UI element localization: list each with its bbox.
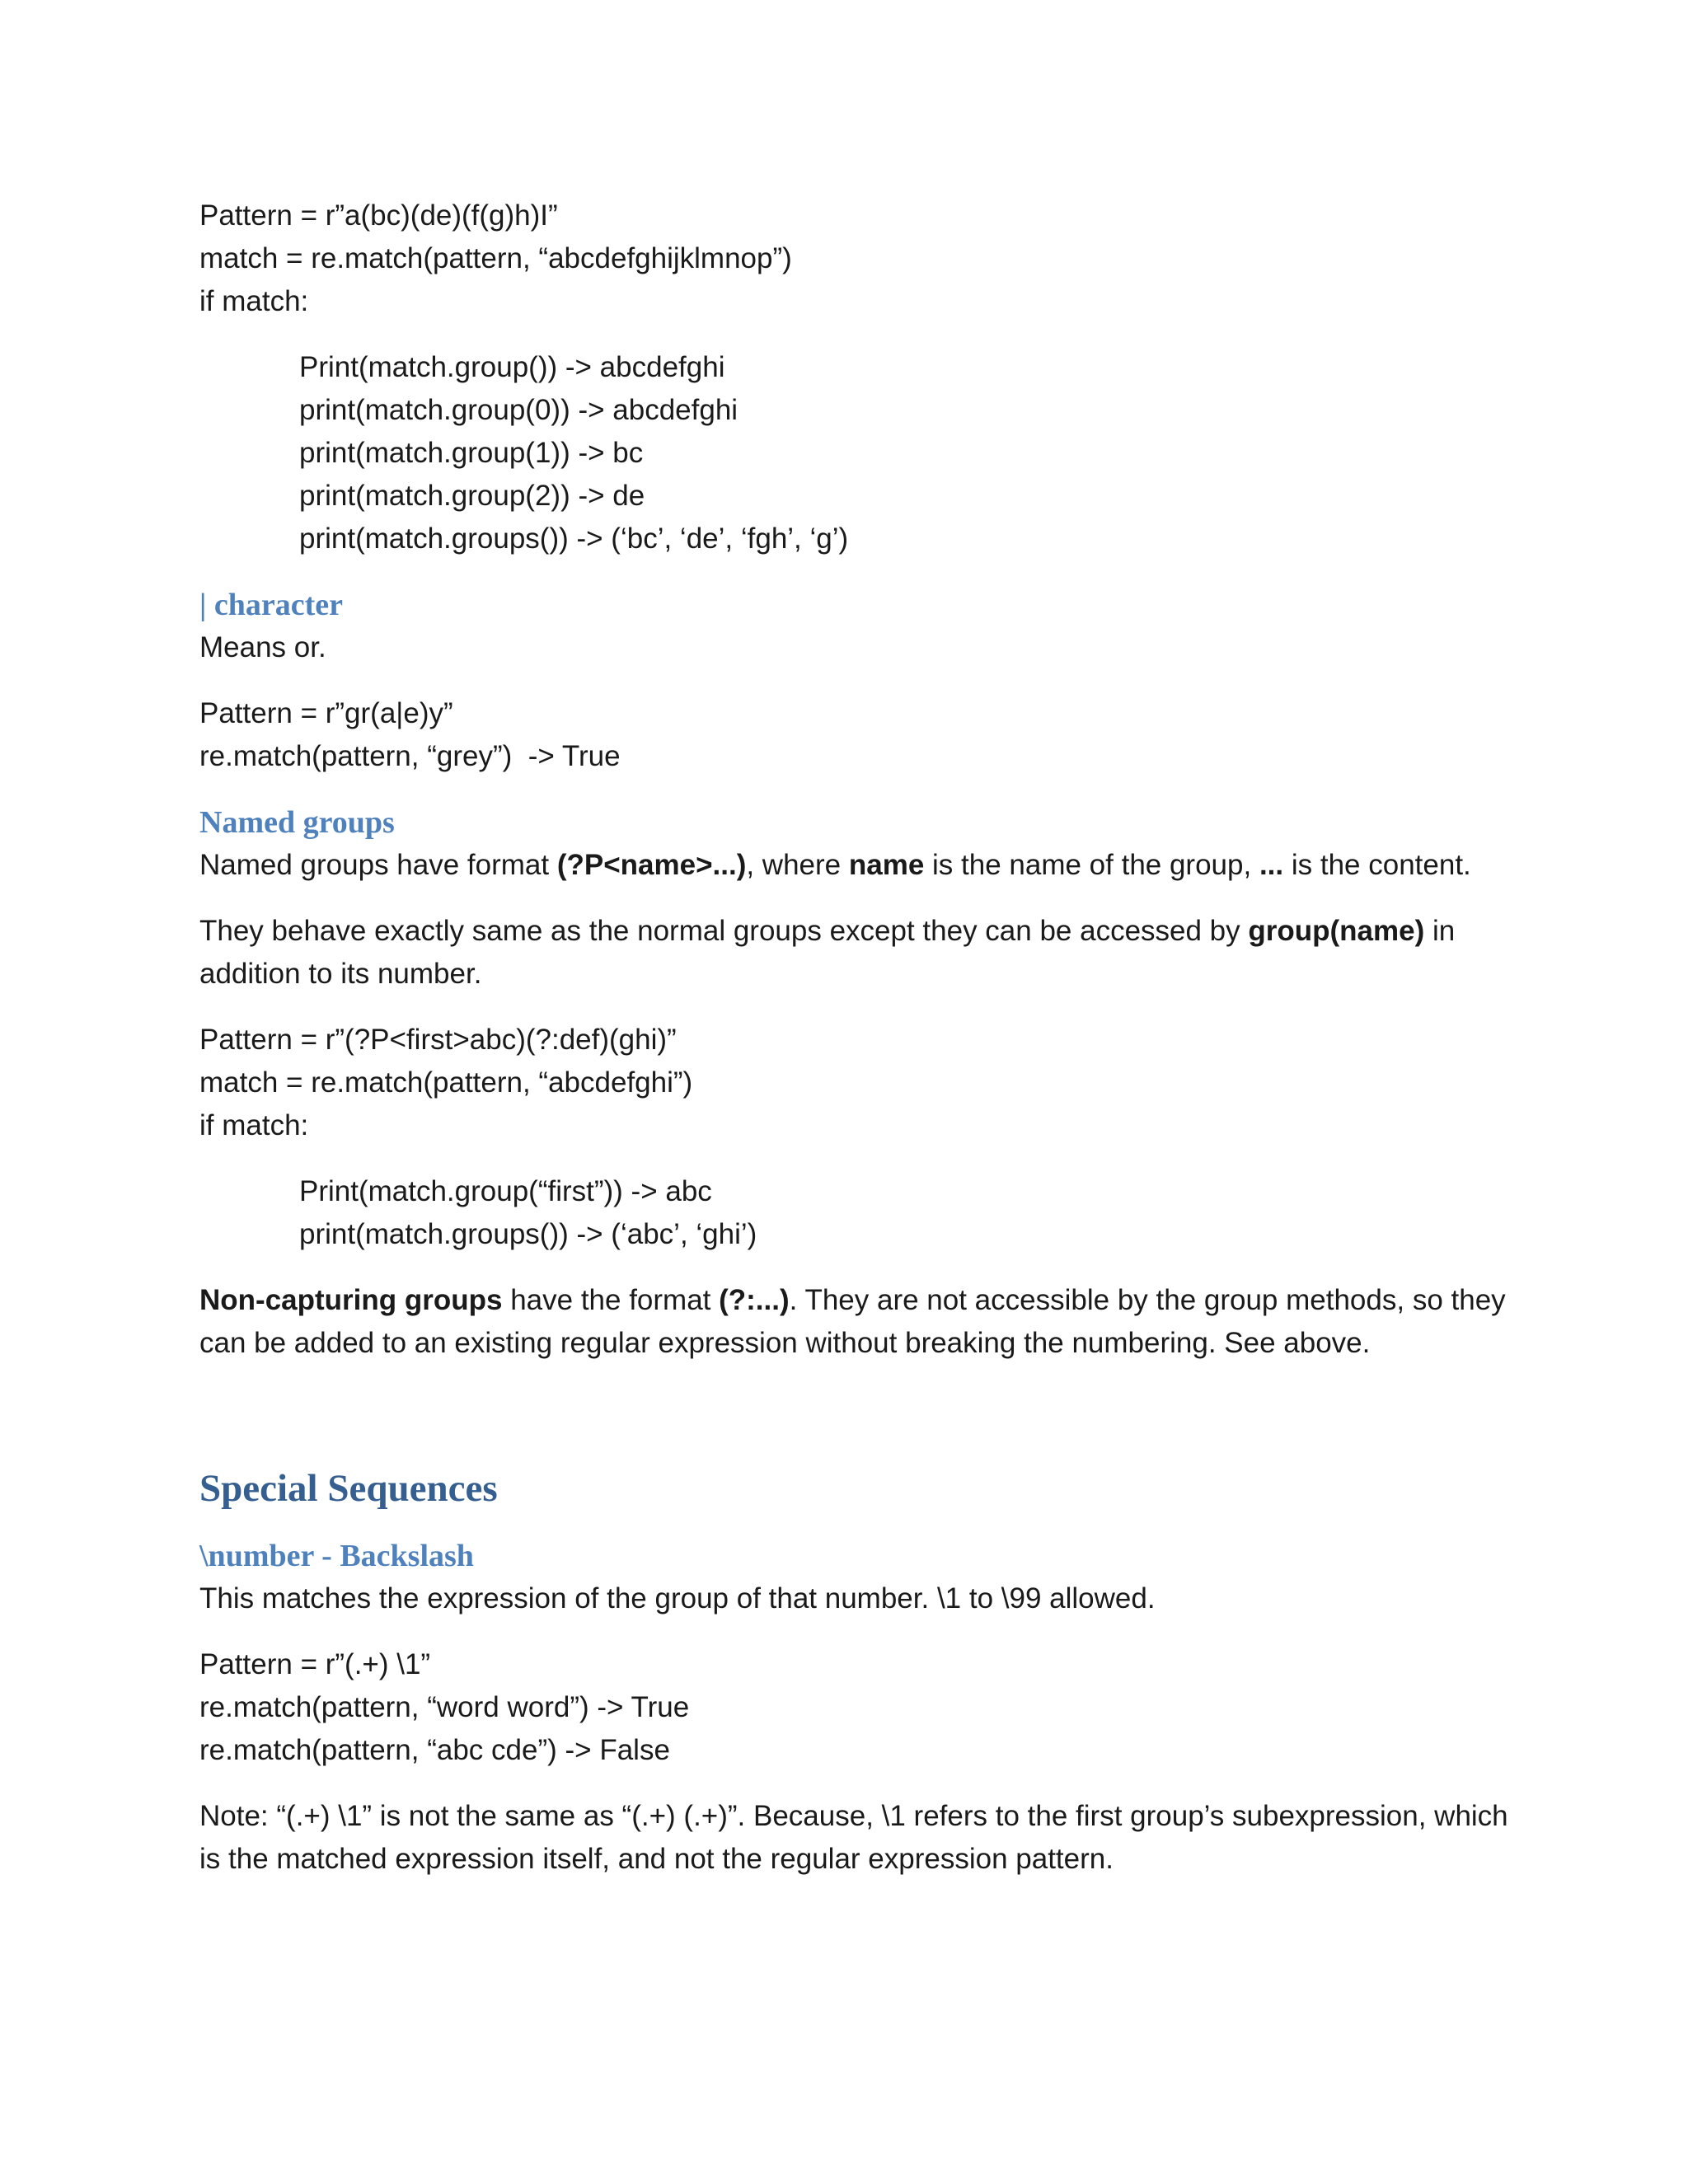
code-line: match = re.match(pattern, “abcdefghijklmnop”)	[199, 242, 792, 274]
code-line: if match:	[199, 285, 309, 317]
non-capturing-paragraph: Non-capturing groups have the format (?:...). They are not accessible by the group methods, so they can be added to an existing regular expression without breaking the numbering. See above.	[199, 1284, 1506, 1359]
document-page	[199, 194, 1518, 1881]
note-paragraph: Note: “(.+) \1” is not the same as “(.+) (.+)”. Because, \1 refers to the first group’s subexpression, which is the matched expression itself, and not the regular expression pattern.	[199, 1800, 1508, 1875]
code-line: re.match(pattern, “grey”) -> True	[199, 740, 621, 772]
code-line-indented: print(match.group(2)) -> de	[299, 480, 645, 512]
code-line-indented: print(match.groups()) -> (‘abc’, ‘ghi’)	[299, 1218, 757, 1250]
code-line: Pattern = r”a(bc)(de)(f(g)h)I”	[199, 199, 558, 232]
code-line: match = re.match(pattern, “abcdefghi”)	[199, 1066, 693, 1099]
code-line-indented: Print(match.group(“first”)) -> abc	[299, 1175, 712, 1207]
backslash-description: This matches the expression of the group of that number. \1 to \99 allowed.	[199, 1582, 1156, 1615]
code-line: Pattern = r”(.+) \1”	[199, 1648, 431, 1680]
heading-special-sequences: Special Sequences	[199, 1467, 498, 1510]
code-line-indented: print(match.groups()) -> (‘bc’, ‘de’, ‘fgh’, ‘g’)	[299, 523, 849, 555]
code-line-indented: print(match.group(1)) -> bc	[299, 437, 644, 469]
pipe-description: Means or.	[199, 631, 326, 663]
named-groups-behavior-paragraph: They behave exactly same as the normal groups except they can be accessed by group(name) in addition to its number.	[199, 915, 1456, 990]
code-line-indented: print(match.group(0)) -> abcdefghi	[299, 394, 738, 426]
code-line-indented: Print(match.group()) -> abcdefghi	[299, 351, 725, 383]
code-line: Pattern = r”gr(a|e)y”	[199, 697, 453, 729]
code-line: re.match(pattern, “abc cde”) -> False	[199, 1734, 670, 1766]
heading-backslash: \number - Backslash	[199, 1539, 474, 1573]
heading-pipe-character: | character	[199, 588, 343, 622]
code-line: re.match(pattern, “word word”) -> True	[199, 1691, 690, 1723]
heading-named-groups: Named groups	[199, 805, 395, 840]
code-line: Pattern = r”(?P<first>abc)(?:def)(ghi)”	[199, 1024, 677, 1056]
code-line: if match:	[199, 1109, 309, 1141]
named-groups-paragraph: Named groups have format (?P<name>...), where name is the name of the group, ... is the content.	[199, 849, 1471, 881]
